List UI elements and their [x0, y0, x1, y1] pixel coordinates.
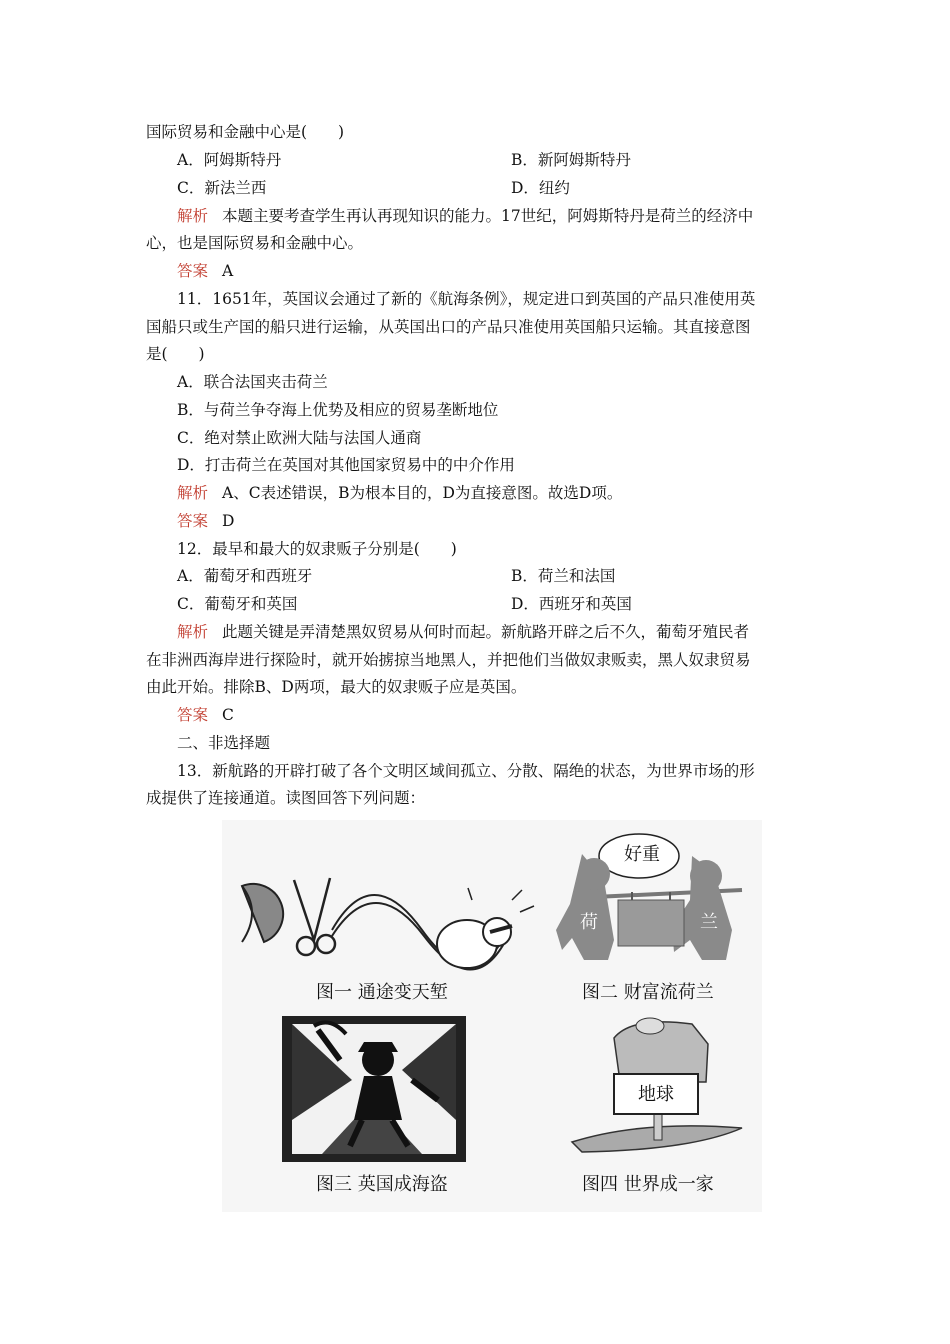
fig4-caption: 图四 世界成一家: [582, 1174, 714, 1195]
q12-analysis-label: 解析: [177, 623, 209, 641]
q11-analysis-label: 解析: [177, 484, 209, 502]
q10-options-row2: [177, 177, 570, 199]
fig2-label-right: 兰: [700, 912, 718, 933]
fig3-pirate-cartoon: [282, 1016, 466, 1162]
q12-analysis-text2: 在非洲西海岸进行探险时，就开始掳掠当地黑人，并把他们当做奴隶贩卖，黑人奴隶贸易: [146, 651, 751, 669]
q10-answer-label: 答案: [177, 262, 209, 280]
q12-answer-value: C: [222, 706, 234, 724]
fig4-sign-text: 地球: [638, 1084, 674, 1105]
q10-options-row1: [177, 149, 631, 171]
q13-stem-line1: 13．新航路的开辟打破了各个文明区域间孤立、分散、隔绝的状态，为世界市场的形: [177, 762, 755, 780]
q12-answer-label: 答案: [177, 706, 209, 724]
q11-option-d: D．打击荷兰在英国对其他国家贸易中的中介作用: [177, 456, 515, 474]
q10-analysis-label: 解析: [177, 207, 209, 225]
fig2-label-left: 荷: [580, 912, 598, 933]
q11-answer-label: 答案: [177, 512, 209, 530]
q12-analysis-text1: 此题关键是弄清楚黑奴贸易从何时而起。新航路开辟之后不久，葡萄牙殖民者: [222, 623, 750, 641]
q12-stem: 12．最早和最大的奴隶贩子分别是( ): [177, 540, 457, 558]
q12-analysis-line1: [177, 621, 749, 643]
q12-options-row2: [177, 593, 632, 615]
q12-answer: [177, 704, 234, 726]
q12-options-row1: [177, 565, 616, 587]
cartoon-drawings: [222, 820, 762, 1212]
q11-analysis-text: A、C表述错误，B为根本目的，D为直接意图。故选D项。: [222, 484, 623, 502]
fig1-caption: 图一 通途变天堑: [316, 982, 448, 1003]
q11-stem-line2: 国船只或生产国的船只进行运输，从英国出口的产品只准使用英国船只运输。其直接意图: [146, 318, 751, 336]
q11-option-a: A．联合法国夹击荷兰: [177, 373, 328, 391]
q11-answer-value: D: [222, 512, 235, 530]
q10-answer: [177, 260, 233, 282]
q12-option-b: B．荷兰和法国: [511, 567, 616, 585]
q11-stem-line1: 11．1651年，英国议会通过了新的《航海条例》，规定进口到英国的产品只准使用英: [177, 290, 756, 308]
fig2-bubble-text: 好重: [624, 844, 660, 865]
q10-option-c: C．新法兰西: [177, 179, 267, 197]
q11-stem-line3: 是( ): [146, 345, 205, 363]
q11-answer: [177, 510, 234, 532]
q10-option-a: A．阿姆斯特丹: [177, 151, 282, 169]
q12-option-c: C．葡萄牙和英国: [177, 595, 298, 613]
q10-analysis-text1: 本题主要考查学生再认再现知识的能力。17世纪，阿姆斯特丹是荷兰的经济中: [222, 207, 754, 225]
q10-analysis-line1: [177, 205, 753, 227]
q10-stem-tail: 国际贸易和金融中心是( ): [146, 123, 345, 141]
q11-option-c: C．绝对禁止欧洲大陆与法国人通商: [177, 429, 422, 447]
q10-option-d: D．纽约: [511, 179, 570, 197]
q11-analysis: [177, 482, 622, 504]
q12-analysis-text3: 由此开始。排除B、D两项，最大的奴隶贩子应是英国。: [146, 678, 527, 696]
fig2-caption: 图二 财富流荷兰: [582, 982, 714, 1003]
q12-option-d: D．西班牙和英国: [511, 595, 632, 613]
cartoon-figures: [222, 820, 762, 1212]
q13-stem-line2: 成提供了连接通道。读图回答下列问题：: [146, 789, 426, 807]
q10-option-b: B．新阿姆斯特丹: [511, 151, 631, 169]
q10-answer-value: A: [222, 262, 234, 280]
section2-heading: 二、非选择题: [177, 734, 271, 752]
q10-analysis-text2: 心，也是国际贸易和金融中心。: [146, 234, 364, 252]
fig3-caption: 图三 英国成海盗: [316, 1174, 448, 1195]
q12-option-a: A．葡萄牙和西班牙: [177, 567, 313, 585]
q11-option-b: B．与荷兰争夺海上优势及相应的贸易垄断地位: [177, 401, 499, 419]
